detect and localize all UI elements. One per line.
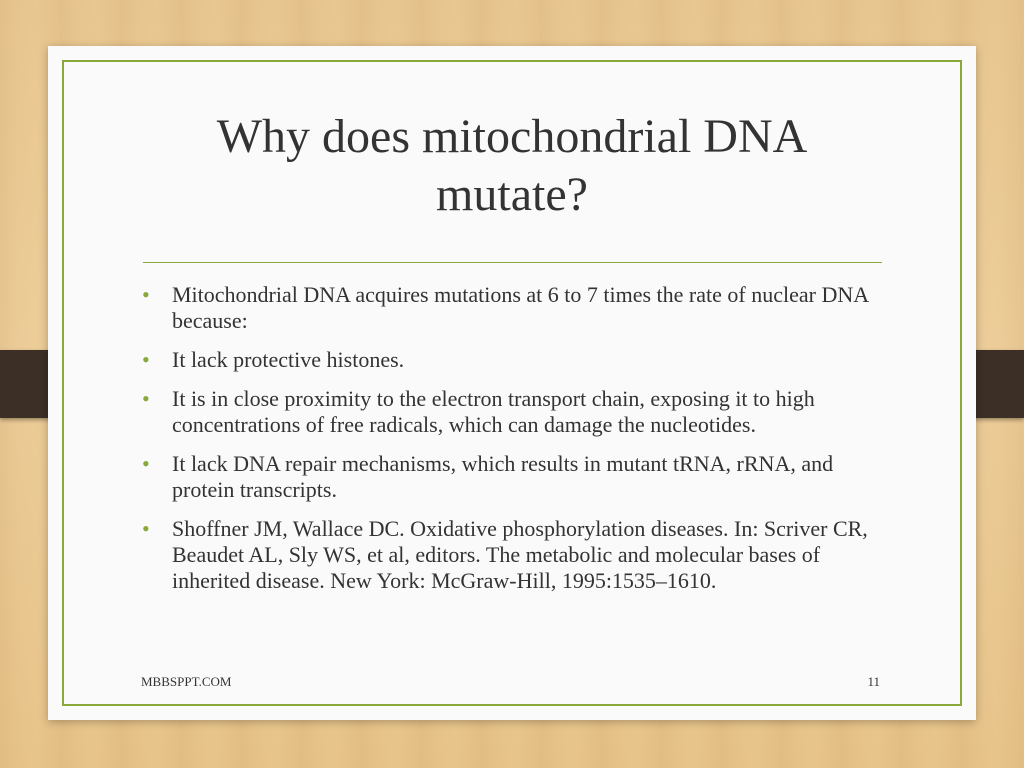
bullet-text: Mitochondrial DNA acquires mutations at 6 to 7 times the rate of nuclear DNA because:	[172, 282, 868, 333]
bullet-text: It lack DNA repair mechanisms, which results in mutant tRNA, rRNA, and protein transcripts.	[172, 451, 834, 502]
bullet-text: It lack protective histones.	[172, 347, 405, 372]
bullet-icon: •	[142, 451, 150, 476]
title-line-1: Why does mitochondrial DNA	[216, 110, 808, 163]
bullet-item	[142, 282, 886, 334]
title-divider	[143, 262, 882, 263]
bullet-item	[142, 347, 886, 373]
bullet-icon: •	[142, 282, 150, 307]
slide-title	[108, 108, 916, 224]
bullet-text: Shoffner JM, Wallace DC. Oxidative phosphorylation diseases. In: Scriver CR, Beaudet AL, Sly WS, et al, editors. The metabolic and molecular bases of inherited disease. New York: McGraw-Hill, 1995:1535–1610.	[172, 516, 868, 593]
bullet-item	[142, 516, 886, 594]
slide-card	[48, 46, 976, 720]
bullet-text: It is in close proximity to the electron transport chain, exposing it to high concentrations of free radicals, which can damage the nucleotides.	[172, 386, 815, 437]
bullet-item	[142, 451, 886, 503]
bullet-icon: •	[142, 386, 150, 411]
title-line-2: mutate?	[436, 168, 588, 221]
bullet-icon: •	[142, 347, 150, 372]
bullet-item	[142, 386, 886, 438]
footer-text: MBBSPPT.COM	[141, 674, 232, 689]
page-number: 11	[867, 674, 880, 689]
bullet-icon: •	[142, 516, 150, 541]
bullet-list	[142, 282, 886, 607]
